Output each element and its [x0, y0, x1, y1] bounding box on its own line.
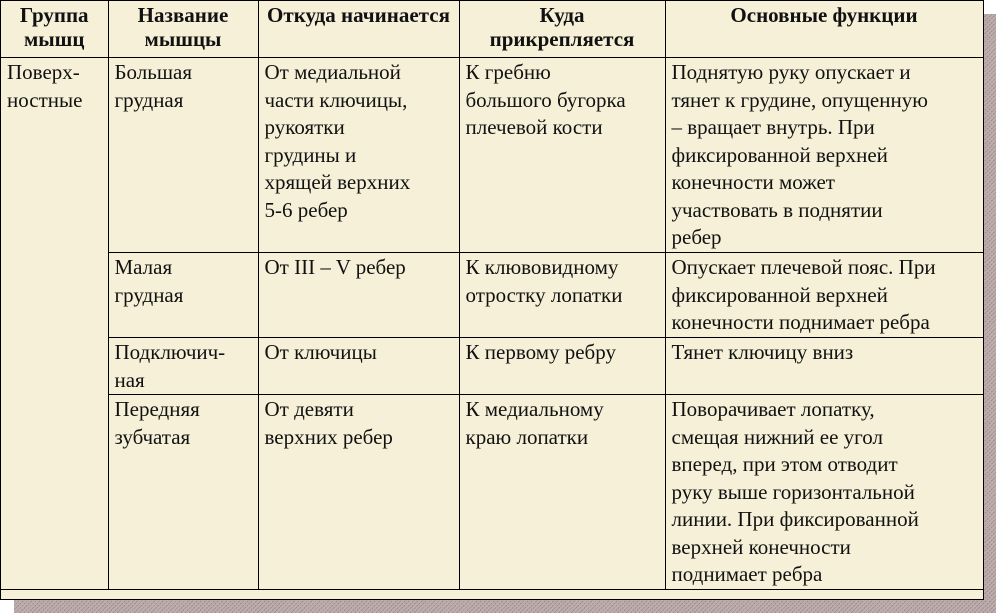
cell-origin: От III – V ребер [258, 253, 459, 338]
table-row [1, 58, 983, 253]
header-insertion: Куда прикрепляется [459, 1, 665, 58]
cell-functions: Поворачивает лопатку, смещая нижний ее угол вперед, при этом отводит руку выше горизонтальной линии. При фиксированной верхней конечности поднимает ребра [665, 395, 983, 590]
cell-insertion: К клювовидному отростку лопатки [459, 253, 665, 338]
cell-origin: От ключицы [258, 338, 459, 395]
cell-name: Передняя зубчатая [108, 395, 258, 590]
cell-name: Подключич- ная [108, 338, 258, 395]
header-name: Название мышцы [108, 1, 258, 58]
table-row [1, 253, 983, 338]
cell-functions: Опускает плечевой пояс. При фиксированной верхней конечности поднимает ребра [665, 253, 983, 338]
cell-name: Большая грудная [108, 58, 258, 253]
cell-name: Малая грудная [108, 253, 258, 338]
header-group: Группа мышц [1, 1, 108, 58]
cell-functions: Поднятую руку опускает и тянет к грудине, опущенную – вращает внутрь. При фиксированной верхней конечности может участвовать в поднятии ребер [665, 58, 983, 253]
cell-group: Поверх- ностные [1, 58, 108, 590]
cell-insertion: К медиальному краю лопатки [459, 395, 665, 590]
table-header-row [1, 1, 983, 58]
table-row [1, 338, 983, 395]
cell-origin: От девяти верхних ребер [258, 395, 459, 590]
header-origin: Откуда начинается [258, 1, 459, 58]
cell-functions: Тянет ключицу вниз [665, 338, 983, 395]
cell-insertion: К первому ребру [459, 338, 665, 395]
muscles-table [1, 1, 984, 590]
table-row [1, 395, 983, 590]
cell-insertion: К гребню большого бугорка плечевой кости [459, 58, 665, 253]
cell-origin: От медиальной части ключицы, рукоятки грудины и хрящей верхних 5-6 ребер [258, 58, 459, 253]
header-functions: Основные функции [665, 1, 983, 58]
